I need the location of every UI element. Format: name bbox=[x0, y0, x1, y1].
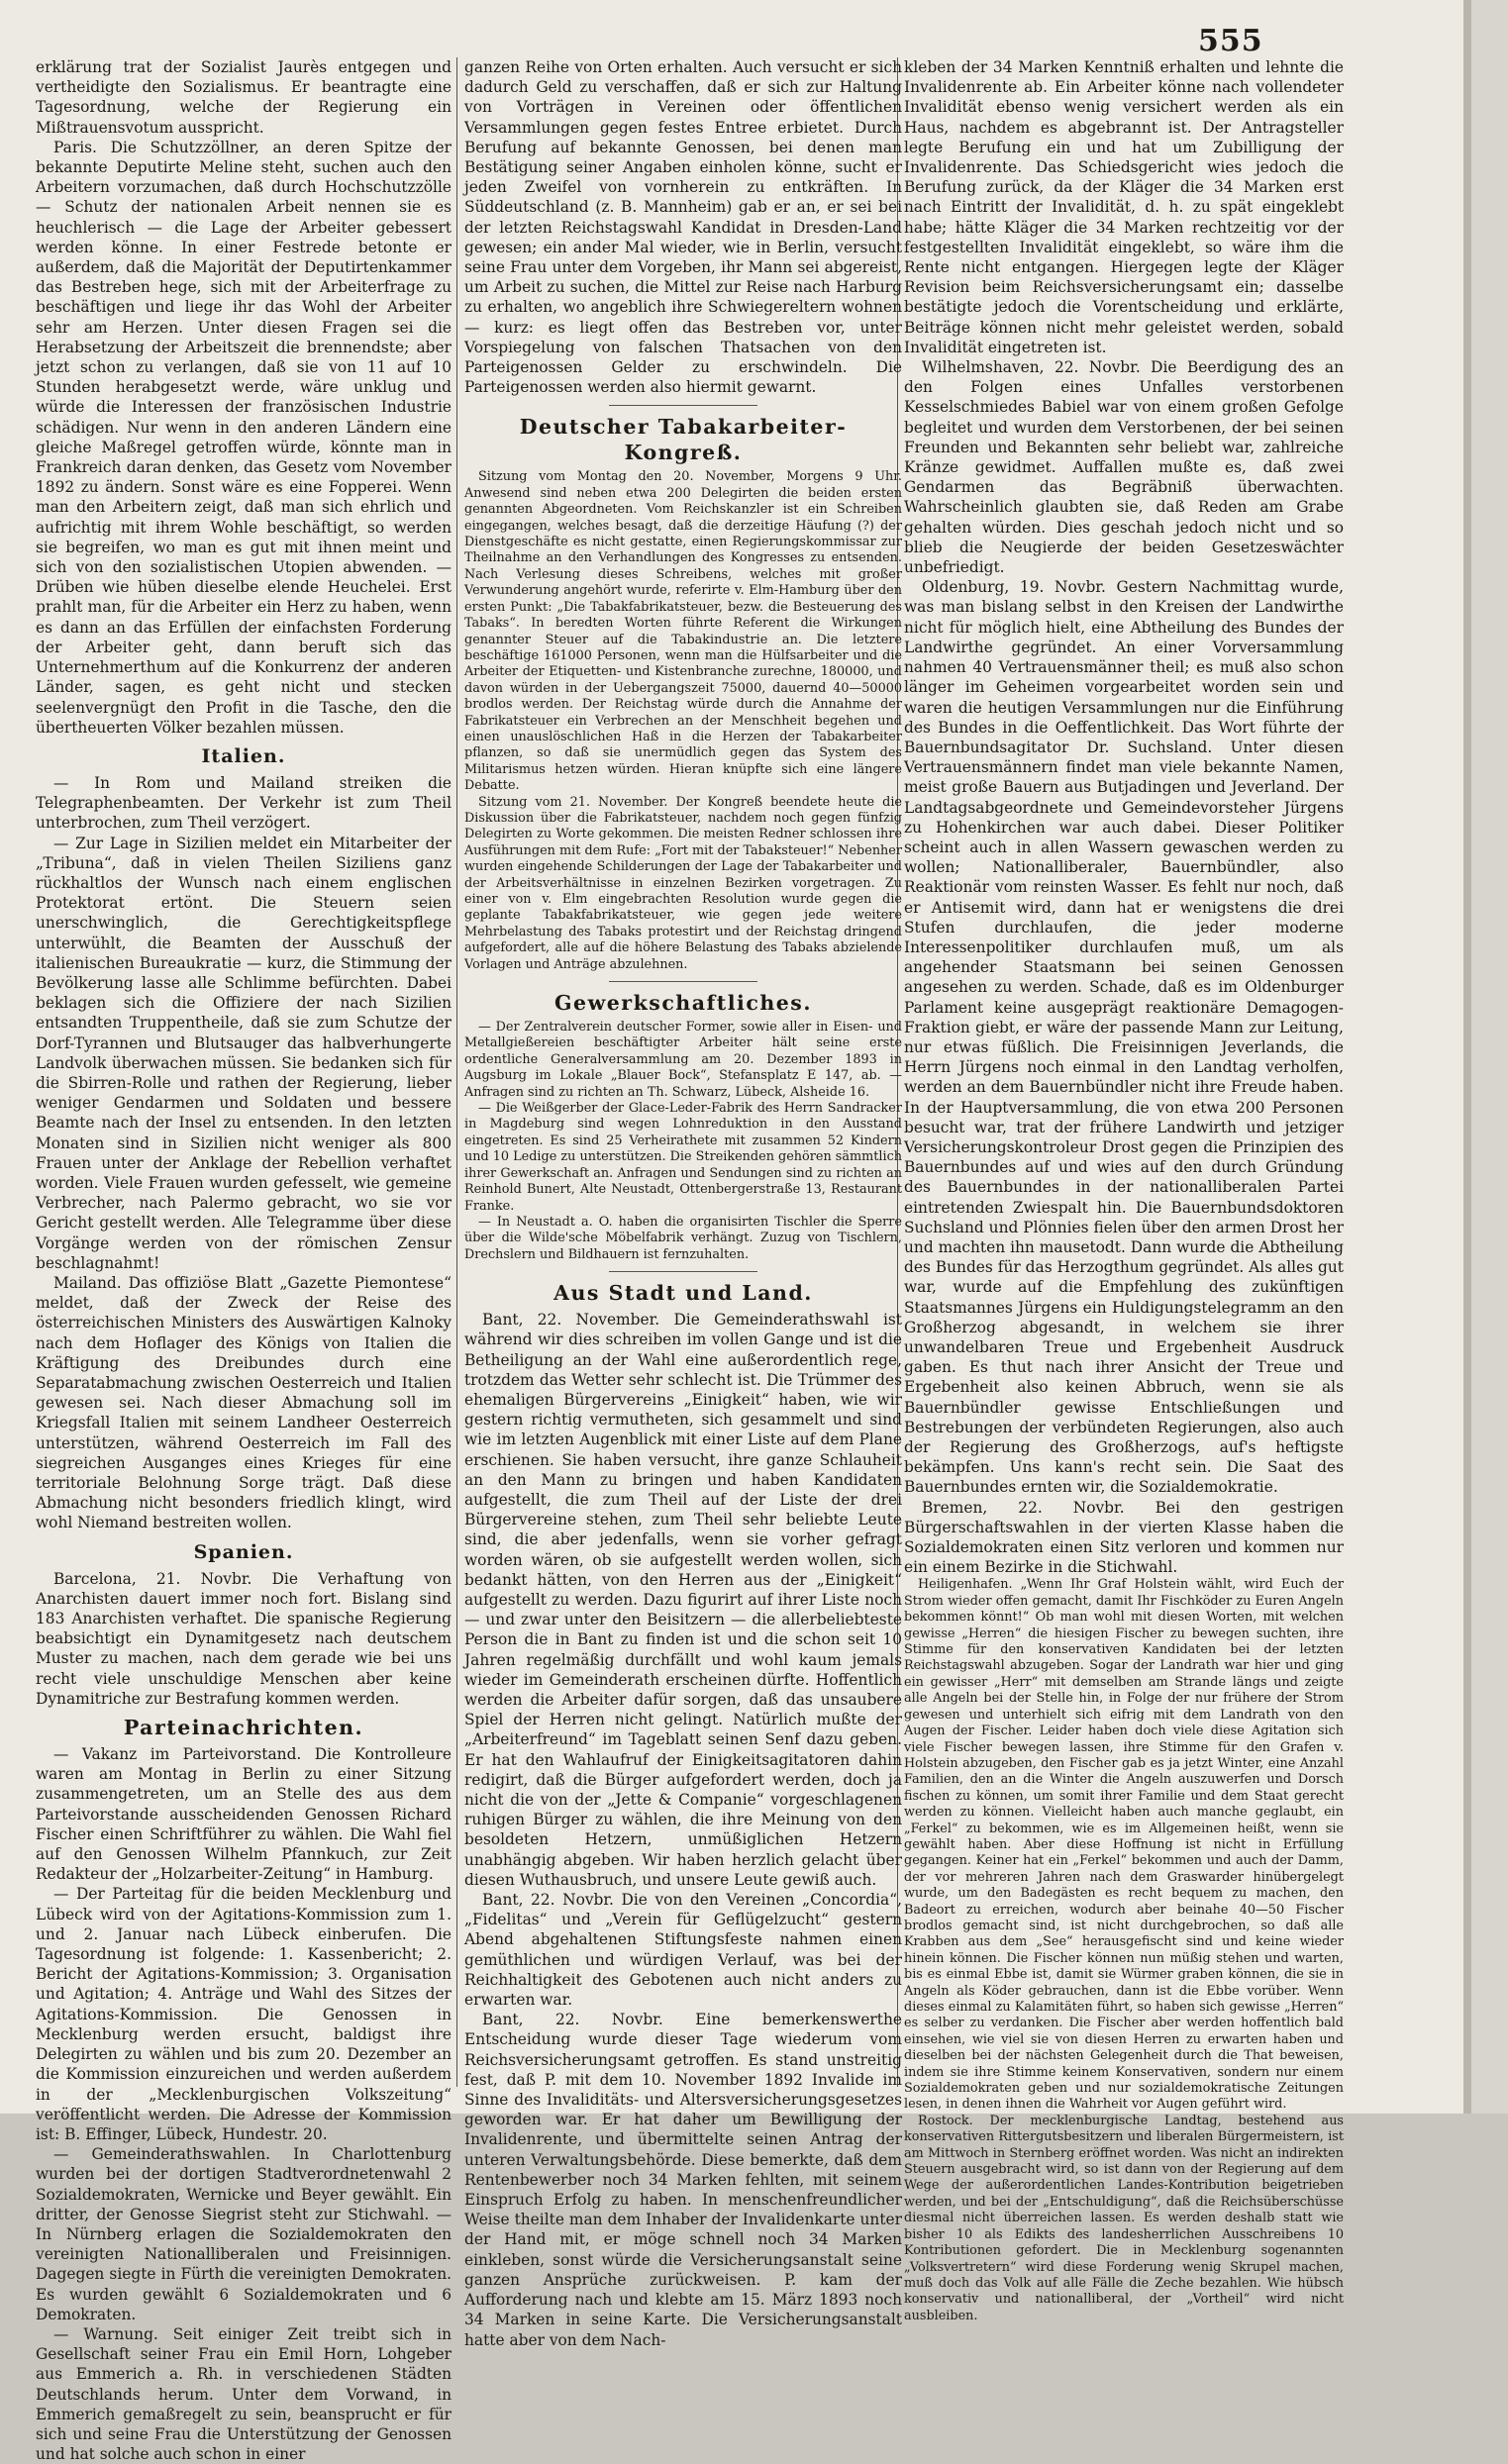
article-paragraph: erklärung trat der Sozialist Jaurès entgegen und vertheidigte den Sozialismus. Er beantragte eine Tagesordnung, welche der Regierung ein Mißtrauensvotum ausspricht. bbox=[36, 58, 452, 137]
article-paragraph: Mailand. Das offiziöse Blatt „Gazette Piemontese“ meldet, daß der Zweck der Reise des österreichischen Ministers des Auswärtigen Kalnoky nach dem Hoflager des Königs von Italien die Kräftigung des Dreibundes durch eine Separatabmachung zwischen Oesterreich und Italien gewesen sei. Nach dieser Abmachung soll im Kriegsfall Italien mit seinem Landheer Oesterreich unterstützen, während Oesterreich im Fall des siegreichen Ausganges eines Krieges für eine territoriale Belohnung Sorge trägt. Daß diese Abmachung nicht besonders friedlich klingt, wird wohl Niemand bestreiten wollen. bbox=[36, 1273, 452, 1532]
page-edge-shadow bbox=[1463, 0, 1471, 2114]
section-separator bbox=[609, 405, 757, 406]
section-tabakarbeiter bbox=[464, 469, 902, 973]
article-paragraph: — Zur Lage in Sizilien meldet ein Mitarbeiter der „Tribuna“, daß in vielen Theilen Siziliens ganz rückhaltlos der Wunsch nach einem englischen Protektorat ertönt. Die Steuern seien unerschwinglich, die Gerechtigkeitspflege unterwühlt, die Beamten der Ausschuß der italienischen Bureaukratie — kurz, die Stimmung der Bevölkerung lasse alle Schlimme befürchten. Dabei beklagen sich die Offiziere der nach Sizilien entsandten Truppentheile, daß sie zum Schutze der Dorf-Tyrannen und Blutsauger das halbverhungerte Landvolk überwachen müssen. Sie bedanken sich für die Sbirren-Rolle und rathen der Regierung, lieber weniger Gendarmen und Soldaten und bessere Beamte nach der Insel zu entsenden. In den letzten Monaten sind in Sizilien nicht weniger als 800 Frauen unter der Anklage der Rebellion verhaftet worden. Viele Frauen wurden gefesselt, wie gemeine Verbrecher, nach Palermo gebracht, wo sie vor Gericht gestellt werden. Alle Telegramme über diese Vorgänge werden von der römischen Zensur beschlagnahmt! bbox=[36, 834, 452, 1272]
page-edge bbox=[1471, 0, 1508, 2114]
page-number: 555 bbox=[1198, 24, 1263, 58]
section-heading-tabakarbeiter: Deutscher Tabakarbeiter-Kongreß. bbox=[519, 415, 848, 465]
article-paragraph: — Der Parteitag für die beiden Mecklenburg und Lübeck wird von der Agitations-Kommission zum 1. und 2. Januar nach Lübeck einberufen. Die Tagesordnung ist folgende: 1. Kassenbericht; 2. Bericht der Agitations-Kommission; 3. Organisation und Agitation; 4. Anträge und Wahl des Sitzes der Agitations-Kommission. Die Genossen in Mecklenburg werden ersucht, baldigst ihre Delegirten zu wählen und bis zum 20. Dezember an die Kommission einzureichen und werden außerdem in der „Mecklenburgischen Volkszeitung“ veröffentlicht werden. Die Adresse der Kommission ist: B. Effinger, Lübeck, Hundestr. 20. bbox=[36, 1885, 452, 2143]
article-rostock: Rostock. Der mecklenburgische Landtag, bestehend aus konservativen Rittergutsbesitzern und liberalen Bürgermeistern, ist am Mittwoch in Sternberg eröffnet worden. Was nicht an indirekten Steuern ausgebracht wird, so ist dann von der Regierung auf dem Wege der außerordentlichen Landes-Kontribution beigetrieben werden, und bei der „Entschuldigung“, daß die Reichsüberschüsse diesmal nicht überreichen lassen. Es werden deshalb statt wie bisher 10 als Edikts des landesherrlichen Ausschreibens 10 Kontributionen gefordert. Die in Mecklenburg sogenannten „Volksvertretern“ wird diese Forderung wenig Skrupel machen, muß doch das Volk auf alle Fälle die Zeche bezahlen. Wie hübsch konservativ und nationalliberal, der „Vortheil“ wird nicht ausbleiben. bbox=[904, 2113, 1344, 2323]
article-paragraph: — In Rom und Mailand streiken die Telegraphenbeamten. Der Verkehr ist zum Theil unterbrochen, zum Theil verzögert. bbox=[36, 773, 452, 833]
article-bremen: Bremen, 22. Novbr. Bei den gestrigen Bürgerschaftswahlen in der vierten Klasse haben die Sozialdemokraten einen Sitz verloren und kommen nur ein einem Bezirke in die Stichwahl. bbox=[904, 1498, 1344, 1577]
article-paragraph: — Vakanz im Parteivorstand. Die Kontrolleure waren am Montag in Berlin zu einer Sitzung zusammengetreten, um an Stelle des aus dem Parteivorstande ausscheidenden Genossen Richard Fischer einen Schriftführer zu wählen. Die Wahl fiel auf den Genossen Wilhelm Pfannkuch, zur Zeit Redakteur der „Holzarbeiter-Zeitung“ in Hamburg. bbox=[36, 1745, 452, 1884]
article-wilhelmshaven: Wilhelmshaven, 22. Novbr. Die Beerdigung des an den Folgen eines Unfalles verstorbenen Kesselschmiedes Babiel war von einem großen Gefolge begleitet und wurden dem Verstorbenen, der bei seinen Freunden und Bekannten sehr beliebt war, zahlreiche Kränze gewidmet. Auffallen mußte es, daß zwei Gendarmen das Begräbniß überwachten. Wahrscheinlich glaubten sie, daß Reden am Grabe gehalten würden. Dies geschah jedoch nicht und so blieb die Neugierde der beiden Gesetzeswächter unbefriedigt. bbox=[904, 358, 1344, 577]
section-separator bbox=[609, 1271, 757, 1272]
article-paragraph: ganzen Reihe von Orten erhalten. Auch versucht er sich dadurch Geld zu verschaffen, daß er sich zur Haltung von Vorträgen in Vereinen oder öffentlichen Versammlungen gegen festes Entree erbietet. Durch Berufung auf bekannte Genossen, bei denen man Bestätigung seiner Angaben einholen könne, sucht er jeden Zweifel von vornherein zu entkräften. In Süddeutschland (z. B. Mannheim) gab er an, er sei bei der letzten Reichstagswahl Kandidat in Dresden-Land gewesen; ein ander Mal wieder, wie in Berlin, versucht seine Frau unter dem Vorgeben, ihr Mann sei abgereist, um Arbeit zu suchen, die Mittel zur Reise nach Harburg zu erhalten, wo angeblich ihre Schwiegereltern wohnen — kurz: es liegt offen das Bestreben vor, unter Vorspiegelung von falschen Thatsachen von den Parteigenossen Gelder zu erschwindeln. Die Parteigenossen werden also hiermit gewarnt. bbox=[464, 58, 902, 397]
article-paragraph: kleben der 34 Marken Kenntniß erhalten und lehnte die Invalidenrente ab. Ein Arbeiter könne nach vollendeter Invalidität ebenso wenig versichert werden als ein Haus, nachdem es abgebrannt ist. Der Antragsteller legte Berufung ein und hat um Zubilligung der Invalidenrente. Das Schiedsgericht wies jedoch die Berufung zurück, da der Kläger die 34 Marken erst nach Eintritt der Invalidität, d. h. zu spät eingeklebt habe; hätte Kläger die 34 Marken rechtzeitig vor der festgestellten Invalidität eingeklebt, so wäre ihm die Rente nicht entgangen. Hiergegen legte der Kläger Revision beim Reichsversicherungsamt ein; dasselbe bestätigte jedoch die Vorentscheidung und erklärte, Beiträge können nicht mehr geleistet werden, sobald Invalidität eingetreten ist. bbox=[904, 58, 1344, 356]
article-paragraph: Bant, 22. Novbr. Die von den Vereinen „Concordia“, „Fidelitas“ und „Verein für Geflügelzucht“ gestern Abend abgehaltenen Stiftungsfeste nahmen einen gemüthlichen und würdigen Verlauf, was bei der Reichhaltigkeit des Gebotenen auch nicht anders zu erwarten war. bbox=[464, 1891, 902, 2010]
column-rule-1 bbox=[456, 57, 457, 2087]
article-paris: Paris. Die Schutzzöllner, an deren Spitze der bekannte Deputirte Meline steht, suchen auch den Arbeitern vorzumachen, daß durch Hochschutzzölle — Schutz der nationalen Arbeit nennen sie es heuchlerisch — die Lage der Arbeiter gebessert werden könne. In einer Festrede betonte er außerdem, daß die Majorität der Deputirtenkammer das Bestreben hege, sich mit der Arbeiterfrage zu beschäftigen und liege ihr das Wohl der Arbeiter sehr am Herzen. Unter diesen Fragen sei die Herabsetzung der Arbeitszeit die brennendste; aber jetzt schon zu verlangen, daß sie von 11 auf 10 Stunden herabgesetzt werde, wäre unklug und würde die Interessen der französischen Industrie schädigen. Nur wenn in den anderen Ländern eine gleiche Maßregel getroffen würde, könnte man in Frankreich daran denken, das Gesetz vom November 1892 zu ändern. Sonst wäre es eine Fopperei. Wenn man den Arbeitern zeigt, daß man sich ehrlich und aufrichtig mit ihrem Wohle beschäftigt, so werden sie begreifen, wo man es gut mit ihnen meint und sich von den sozialistischen Utopien abwenden. — Drüben wie hüben dieselbe elende Heuchelei. Erst prahlt man, für die Arbeiter ein Herz zu haben, wenn es dann an das Erfüllen der einfachsten Forderung der Arbeiter geht, dann beruft sich das Unternehmerthum auf die Konkurrenz der anderen Länder, sagen, es geht nicht und stecken seelenvergnügt den Profit in die Tasche, den die übertheuerten Völker bezahlen müssen. bbox=[36, 138, 452, 737]
section-heading-gewerkschaftliches: Gewerkschaftliches. bbox=[554, 991, 812, 1016]
column-3 bbox=[904, 57, 1344, 2323]
column-1 bbox=[36, 57, 452, 2464]
article-paragraph: — Gemeinderathswahlen. In Charlottenburg wurden bei der dortigen Stadtverordnetenwahl 2 Sozialdemokraten, Wernicke und Beyer gewählt. Ein dritter, der Genosse Siegrist steht zur Stichwahl. — In Nürnberg erlagen die Sozialdemokraten den vereinigten Nationalliberalen und Freisinnigen. Dagegen siegte in Fürth die vereinigten Demokraten. Es wurden gewählt 6 Sozialdemokraten und 6 Demokraten. bbox=[36, 2145, 452, 2323]
article-heiligenhafen: Heiligenhafen. „Wenn Ihr Graf Holstein wählt, wird Euch der Strom wieder offen gemacht, damit Ihr Fischköder zu Euren Angeln bekommen könnt!“ Ob man wohl mit diesen Worten, mit welchen gewisse „Herren“ die hiesigen Fischer zu bewegen suchten, ihre Stimme für den konservativen Kandidaten bei der letzten Reichstagswahl abzugeben. Sogar der Landrath war hier und ging ein gewisser „Herr“ mit demselben am Strande längs und zeigte alle Angeln bei der Stelle hin, in Folge der nur frühere der Strom gewesen und unterhielt sich eifrig mit dem Landrath von den Augen der Fischer. Leider haben doch viele diese Agitation sich viele Fischer bewegen lassen, ihre Stimme für den Grafen v. Holstein abzugeben, den Fischer gab es ja jetzt Winter, eine Anzahl Familien, den an die Winter die Angeln auszuwerfen und Dorsch fischen zu können, um somit ihrer Familie und dem Staat gerecht werden zu können. Vielleicht haben auch manche geglaubt, ein „Ferkel“ zu bekommen, wie es im Allgemeinen heißt, wenn sie gewählt haben. Aber diese Hoffnung ist nicht in Erfüllung gegangen. Keiner hat ein „Ferkel“ bekommen und auch der Damm, der vor mehreren Jahren nach dem Graswarder hinübergelegt wurde, um den Badegästen es recht bequem zu machen, den Badeort zu erreichen, wodurch aber beinahe 40—50 Fischer brodlos gemacht sind, ist nicht durchgebrochen, so daß alle Krabben aus dem „See“ herausgefischt sind und keine wieder hinein können. Die Fischer können nun müßig stehen und warten, bis es einmal Ebbe ist, damit sie Würmer graben können, die sie in Angeln als Köder gebrauchen, dann ist die Ebbe vorüber. Wenn dieses einmal zu Kalamitäten führt, so haben sich gewisse „Herren“ es selber zu verdanken. Die Fischer aber werden hoffentlich bald einsehen, wie viel sie von diesen Herren zu erwarten haben und dieselben bei der nächsten Gelegenheit durch die That beweisen, indem sie ihre Stimme keinem Konservativen, sondern nur einem Sozialdemokraten geben und nur sozialdemokratische Zeitungen lesen, in denen ihnen die Wahrheit vor Augen geführt wird. bbox=[904, 1577, 1344, 2113]
article-paragraph: — In Neustadt a. O. haben die organisirten Tischler die Sperre über die Wilde'sche Möbelfabrik verhängt. Zuzug von Tischlern, Drechslern und Bildhauern ist fernzuhalten. bbox=[464, 1214, 902, 1262]
section-gewerkschaftliches bbox=[464, 1020, 902, 1263]
section-heading-spanien: Spanien. bbox=[193, 1540, 294, 1563]
section-heading-stadt-und-land: Aus Stadt und Land. bbox=[553, 1281, 813, 1306]
article-paragraph: Bant, 22. Novbr. Eine bemerkenswerthe Entscheidung wurde dieser Tage wiederum vom Reichsversicherungsamt getroffen. Es stand unstreitig fest, daß P. mit dem 10. November 1892 Invalide im Sinne des Invaliditäts- und Altersversicherungsgesetzes geworden war. Er hat daher um Bewilligung der Invalidenrente, und übermittelte seinen Antrag der unteren Verwaltungsbehörde. Diese bemerkte, daß dem Rentenbewerber noch 34 Marken fehlten, mit seinem Einspruch Erfolg zu haben. In menschenfreundlicher Weise theilte man dem Inhaber der Invalidenkarte unter der Hand mit, er möge schnell noch 34 Marken einkleben, sonst würde die Versicherungsanstalt seine ganzen Ansprüche zurückweisen. P. kam der Aufforderung nach und klebte am 15. März 1893 noch 34 Marken in seine Karte. Die Versicherungsanstalt hatte aber von dem Nach- bbox=[464, 2011, 902, 2349]
article-oldenburg: Oldenburg, 19. Novbr. Gestern Nachmittag wurde, was man bislang selbst in den Kreisen der Landwirthe nicht für möglich hielt, eine Abtheilung des Bundes der Landwirthe gegründet. An einer Vorversammlung nahmen 40 Vertrauensmänner theil; es muß also schon länger im Geheimen vorgearbeitet worden sein und waren die heutigen Versammlungen nur die Einführung des Bundes in die Oeffentlichkeit. Das Wort führte der Bauernbundsagitator Dr. Suchsland. Unter diesen Vertrauensmännern findet man viele bekannte Namen, meist große Bauern aus Butjadingen und Jeverland. Der Landtagsabgeordnete und Gemeindevorsteher Jürgens zu Hohenkirchen war auch dabei. Dieser Politiker scheint auch in allen Wassern gewaschen werden zu wollen; Nationalliberaler, Bauernbündler, also Reaktionär vom reinsten Wasser. Es fehlt nur noch, daß er Antisemit wird, dann hat er wenigstens die drei Stufen durchlaufen, die jeder moderne Interessenpolitiker durchlaufen muß, um als angehender Staatsmann bei seinen Genossen angesehen zu werden. Schade, daß es im Oldenburger Parlament keine ausgeprägt reaktionäre Demagogen-Fraktion giebt, er wäre der passende Mann zur Leitung, nur etwas füßlich. Die Freisinnigen Jeverlands, die Herrn Jürgens noch einmal in den Landtag verholfen, werden an dem Bauernbündler nicht ihre Freude haben. In der Hauptversammlung, die von etwa 200 Personen besucht war, trat der frühere Landwirth und jetziger Versicherungskontroleur Drost gegen die Prinzipien des Bauernbundes auf und wies auf den durch Gründung des Bauernbundes in der nationalliberalen Partei eintretenden Zwiespalt hin. Die Bauernbundsdoktoren Suchsland und Plönnies fielen über den armen Drost her und machten ihn mausetodt. Dann wurde die Abtheilung des Bundes für das Herzogthum gegründet. Als alles gut war, wurde auf die Empfehlung des zukünftigen Staatsmannes Jürgens ein Huldigungstelegramm an den Großherzog abgesandt, in welchem sie ihrer unwandelbaren Treue und Ergebenheit Ausdruck gaben. Es thut nach ihrer Ansicht der Treue und Ergebenheit also keinen Abbruch, wenn sie als Bauernbündler gewisse Entschließungen und Bestrebungen der verbündeten Regierungen, also auch der Regierung des Großherzogs, auf's heftigste bekämpfen. Uns kann's recht sein. Die Saat des Bauernbundes ernten wir, die Sozialdemokratie. bbox=[904, 578, 1344, 1497]
section-small-reports bbox=[904, 1577, 1344, 2324]
article-paragraph: — Warnung. Seit einiger Zeit treibt sich in Gesellschaft seiner Frau ein Emil Horn, Lohgeber aus Emmerich a. Rh. in verschiedenen Städten Deutschlands herum. Unter dem Vorwand, in Emmerich gemaßregelt zu sein, beansprucht er für sich und seine Frau die Unterstützung der Genossen und hat solche auch schon in einer bbox=[36, 2324, 452, 2464]
article-paragraph: Sitzung vom 21. November. Der Kongreß beendete heute die Diskussion über die Fabrikatsteuer, nachdem noch gegen fünfzig Delegirten zu Worte gekommen. Die meisten Redner schlossen ihre Ausführungen mit dem Rufe: „Fort mit der Tabaksteuer!“ Nebenher wurden eingehende Schilderungen der Lage der Tabakarbeiter und der Arbeitsverhältnisse in einzelnen Bezirken vorgetragen. Zu einer von v. Elm eingebrachten Resolution wurde gegen die geplante Tabakfabrikatsteuer, wie gegen jede weitere Mehrbelastung des Tabaks protestirt und der Reichstag dringend aufgefordert, alle auf die höhere Belastung des Tabaks abzielende Vorlagen und Anträge abzulehnen. bbox=[464, 794, 902, 972]
section-heading-parteinachrichten: Parteinachrichten. bbox=[123, 1716, 364, 1740]
article-paragraph: — Der Zentralverein deutscher Former, sowie aller in Eisen- und Metallgießereien beschäftigter Arbeiter hält seine erste ordentliche Generalversammlung am 20. Dezember 1893 in Augsburg im Lokale „Blauer Bock“, Stefansplatz E 147, ab. — Anfragen sind zu richten an Th. Schwarz, Lübeck, Alsheide 16. bbox=[464, 1020, 902, 1100]
column-2 bbox=[464, 57, 902, 2349]
article-paragraph: Bant, 22. November. Die Gemeinderathswahl ist während wir dies schreiben im vollen Gange und ist die Betheiligung an der Wahl eine außerordentlich rege, trotzdem das Wetter sehr schlecht ist. Die Trümmer des ehemaligen Bürgervereins „Einigkeit“ haben, wie wir gestern richtig vermutheten, sich gesammelt und sind wie im letzten Augenblick mit einer Liste auf dem Plane erschienen. Sie haben versucht, ihre ganze Schlauheit an den Mann zu bringen und haben Kandidaten aufgestellt, die zum Theil auf der Liste der drei Bürgervereine stehen, zum Theil sehr beliebte Leute sind, die aber jedenfalls, wenn sie vorher gefragt worden wären, ob sie aufgestellt werden wollen, sich bedankt hätten, von den Herren aus der „Einigkeit“ aufgestellt zu werden. Dazu figurirt auf ihrer Liste noch — und zwar unter den Beisitzern — die allerbeliebteste Person die in Bant zu finden ist und die schon seit 10 Jahren regelmäßig durchfällt und wohl kaum jemals wieder im Gemeinderath erscheinen dürfte. Hoffentlich werden die Arbeiter dafür sorgen, daß das unsaubere Spiel der Herren nicht gelingt. Natürlich mußte der „Arbeiterfreund“ im Tageblatt seinen Senf dazu geben. Er hat den Wahlaufruf der Einigkeitsagitatoren dahin redigirt, daß die Bürger aufgefordert werden, doch ja nicht die von der „Jette & Companie“ vorgeschlagenen ruhigen Bürger zu wählen, die ihre Meinung von den besoldeten Hetzern, unmüßiglichen Hetzern unabhängig abgeben. Wir haben herzlich gelacht über diesen Wuthausbruch, und unsere Leute gewiß auch. bbox=[464, 1311, 902, 1889]
section-separator bbox=[609, 981, 757, 982]
article-paragraph: Barcelona, 21. Novbr. Die Verhaftung von Anarchisten dauert immer noch fort. Bislang sind 183 Anarchisten verhaftet. Die spanische Regierung beabsichtigt ein Dynamitgesetz nach deutschem Muster zu machen, nach dem gerade wie bei uns recht viele unschuldige Menschen aber keine Dynamitriche zur Bestrafung kommen werden. bbox=[36, 1569, 452, 1708]
article-paragraph: — Die Weißgerber der Glace-Leder-Fabrik des Herrn Sandracker in Magdeburg sind wegen Lohnreduktion in den Ausstand eingetreten. Es sind 25 Verheirathete mit zusammen 52 Kindern und 10 Ledige zu unterstützen. Die Streikenden gehören sämmtlich ihrer Gewerkschaft an. Anfragen und Sendungen sind zu richten an Reinhold Bunert, Alte Neustadt, Ottenbergerstraße 13, Restaurant Franke. bbox=[464, 1101, 902, 1214]
article-paragraph: Sitzung vom Montag den 20. November, Morgens 9 Uhr. Anwesend sind neben etwa 200 Delegirten die beiden ersten genannten Abgeordneten. Vom Reichskanzler ist ein Schreiben eingegangen, welches besagt, daß die derzeitige Häufung (?) der Dienstgeschäfte es nicht gestatte, einen Regierungskommissar zur Theilnahme an den Verhandlungen des Kongresses zu entsenden. Nach Verlesung dieses Schreibens, welches mit großer Verwunderung angehört wurde, referirte v. Elm-Hamburg über den ersten Punkt: „Die Tabakfabrikatsteuer, bezw. die Besteuerung des Tabaks“. In beredten Worten führte Referent die Wirkungen genannter Steuer auf die Tabakindustrie an. Die letztere beschäftige 161000 Personen, wenn man die Hülfsarbeiter und die Arbeiter der Etiquetten- und Kistenbranche zurechne, 180000, und davon würden in der Uebergangszeit 75000, dauernd 40—50000 brodlos werden. Der Reichstag würde durch die Annahme der Fabrikatsteuer ein Verbrechen an der Menschheit begehen und einen unauslöschlichen Haß in die Herzen der Tabakarbeiter pflanzen, so daß sie unermüdlich gegen das System des Militarismus hetzen würden. Hieran knüpfte sich eine längere Debatte. bbox=[464, 469, 902, 794]
section-heading-italien: Italien. bbox=[201, 744, 286, 767]
